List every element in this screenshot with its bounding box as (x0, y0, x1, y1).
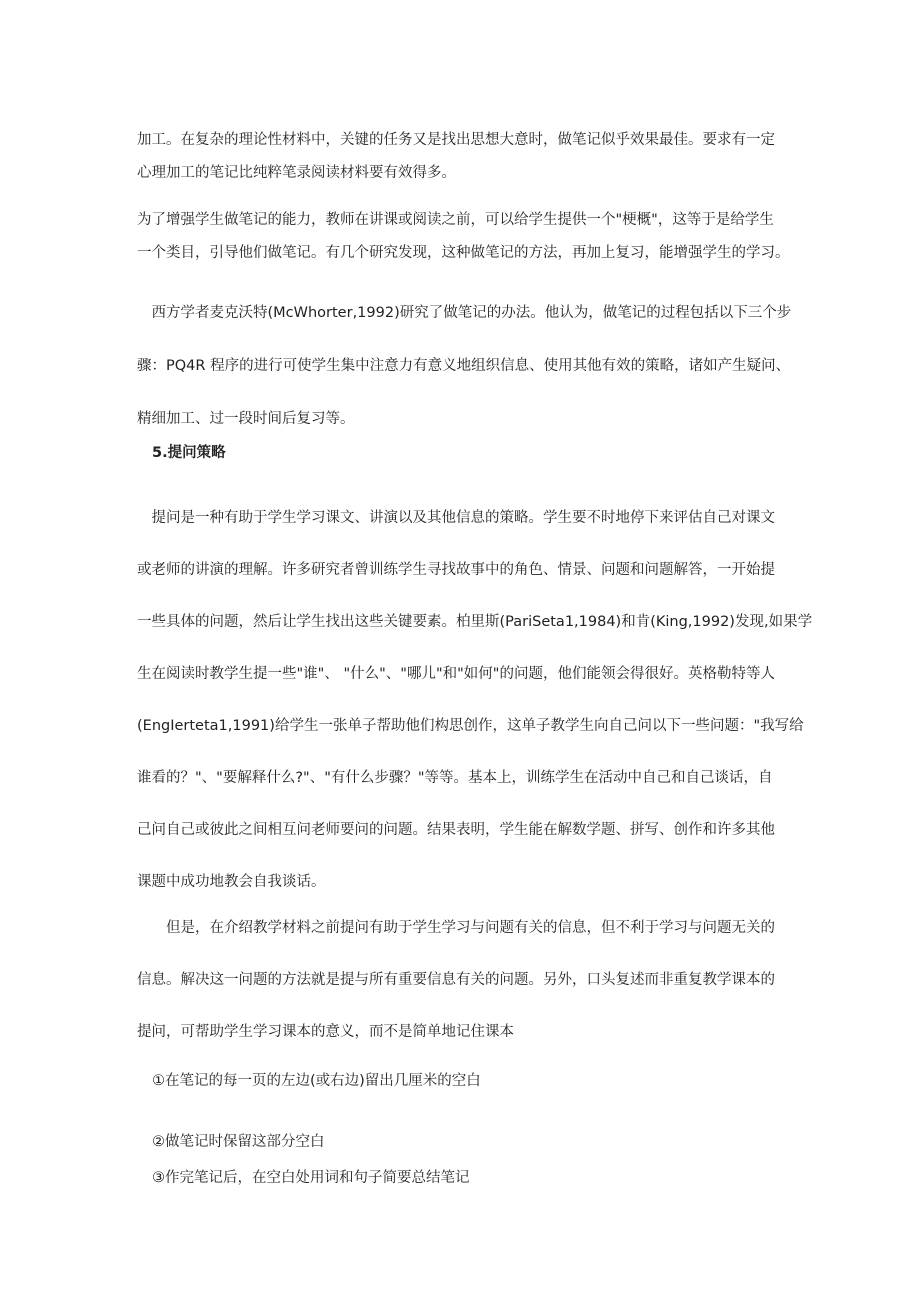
paragraph-note-taking-effect (137, 124, 797, 190)
text-line: 一些具体的问题，然后让学生找出这些关键要素。柏里斯(PariSeta1,1984)和肯(King,1992)发现,如果学 (137, 614, 813, 630)
text-line: 或老师的讲演的理解。许多研究者曾训练学生寻找故事中的角色、情景、问题和问题解答，一开始提 (137, 562, 775, 578)
text-line: 己问自己或彼此之间相互问老师要问的问题。结果表明，学生能在解数学题、拼写、创作和许多其他 (137, 822, 775, 838)
text-line: 西方学者麦克沃特(McWhorter,1992)研究了做笔记的办法。他认为，做笔记的过程包括以下三个步 (137, 305, 792, 321)
text-line: 但是，在介绍教学材料之前提问有助于学生学习与问题有关的信息，但不利于学习与问题无关的 (137, 920, 775, 936)
paragraph-mcwhorter (137, 287, 797, 446)
paragraph-prior-questions (137, 902, 797, 1058)
text-line: 心理加工的笔记比纯粹笔录阅读材料要有效得多。 (137, 165, 456, 181)
text-line: 精细加工、过一段时间后复习等。 (137, 411, 355, 427)
section-heading: 5.提问策略 (152, 445, 226, 461)
text-line: 课题中成功地教会自我谈话。 (137, 874, 326, 890)
paragraph-questioning-strategy (137, 492, 813, 908)
text-line: 提问，可帮助学生学习课本的意义，而不是简单地记住课本 (137, 1024, 514, 1040)
text-line: 骤：PQ4R 程序的进行可使学生集中注意力有意义地组织信息、使用其他有效的策略，诸如产生疑问、 (137, 358, 791, 374)
text-line: 加工。在复杂的理论性材料中，关键的任务又是找出思想大意时，做笔记似乎效果最佳。要求有一定 (137, 132, 775, 148)
list-item: ①在笔记的每一页的左边(或右边)留出几厘米的空白 (152, 1073, 481, 1089)
text-line: 生在阅读时教学生提一些"谁"、 "什么"、"哪儿"和"如何"的问题，他们能领会得很好。英格勒特等人 (137, 666, 775, 682)
text-line: 一个类目，引导他们做笔记。有几个研究发现，这种做笔记的方法，再加上复习，能增强学生的学习。 (137, 245, 790, 261)
text-line: 信息。解决这一问题的方法就是提与所有重要信息有关的问题。另外，口头复述而非重复教学课本的 (137, 972, 775, 988)
list-item: ③作完笔记后，在空白处用词和句子简要总结笔记 (152, 1170, 470, 1186)
text-line: 为了增强学生做笔记的能力，教师在讲课或阅读之前，可以给学生提供一个"梗概"，这等于是给学生 (137, 212, 774, 228)
text-line: (EngIerteta1,1991)给学生一张单子帮助他们构思创作，这单子教学生向自己问以下一些问题："我写给 (137, 718, 804, 734)
text-line: 提问是一种有助于学生学习课文、讲演以及其他信息的策略。学生要不时地停下来评估自己对课文 (137, 510, 775, 526)
paragraph-outline-method (137, 204, 797, 270)
list-item: ②做笔记时保留这部分空白 (152, 1134, 325, 1150)
text-line: 谁看的？"、"要解释什么?"、"有什么步骤？"等等。基本上，训练学生在活动中自己和自己谈话，自 (137, 770, 773, 786)
